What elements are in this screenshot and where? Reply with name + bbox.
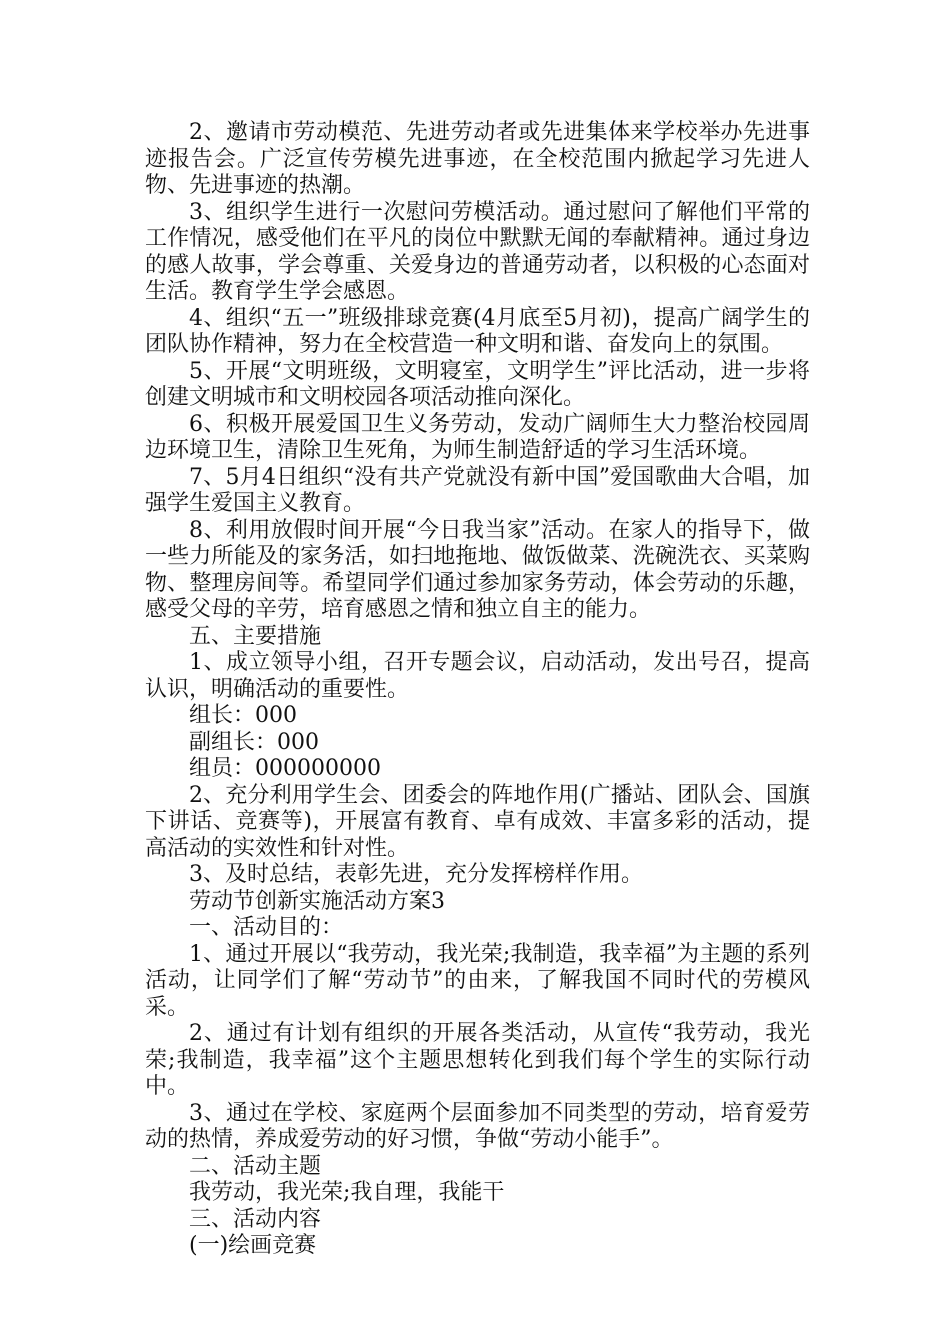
paragraph-sanitation: 6、积极开展爱国卫生义务劳动，发动广阔师生大力整治校园周边环境卫生，清除卫生死角，为师生制造舒适的学习生活环境。 <box>145 411 810 463</box>
subheading-drawing-contest: (一)绘画竞赛 <box>189 1233 317 1258</box>
leader-line: 组长：000 <box>189 703 297 728</box>
paragraph-chorus: 7、5月4日组织“没有共产党就没有新中国”爱国歌曲大合唱，加强学生爱国主义教育。 <box>145 464 810 516</box>
paragraph-volleyball: 4、组织“五一”班级排球竞赛(4月底至5月初)，提高广阔学生的团队协作精神，努力在全校营造一种文明和谐、奋发向上的氛围。 <box>145 305 810 357</box>
members-line: 组员：000000000 <box>189 756 381 781</box>
paragraph-purpose-1: 1、通过开展以“我劳动，我光荣;我制造，我幸福”为主题的系列活动，让同学们了解“劳动节”的由来，了解我国不同时代的劳模风采。 <box>145 941 810 1020</box>
paragraph-housework: 8、利用放假时间开展“今日我当家”活动。在家人的指导下，做一些力所能及的家务活，如扫地拖地、做饭做菜、洗碗洗衣、买菜购物、整理房间等。希望同学们通过参加家务劳动，体会劳动的乐趣，感受父母的辛劳，培育感恩之情和独立自主的能力。 <box>145 517 810 622</box>
heading-activity-purpose: 一、活动目的： <box>189 915 344 940</box>
paragraph-purpose-3: 3、通过在学校、家庭两个层面参加不同类型的劳动，培育爱劳动的热情，养成爱劳动的好习惯，争做“劳动小能手”。 <box>145 1100 810 1152</box>
paragraph-civilized-appraisal: 5、开展“文明班级，文明寝室，文明学生”评比活动，进一步将创建文明城市和文明校园各项活动推向深化。 <box>145 358 810 410</box>
paragraph-invite-models: 2、邀请市劳动模范、先进劳动者或先进集体来学校举办先进事迹报告会。广泛宣传劳模先进事迹，在全校范围内掀起学习先进人物、先进事迹的热潮。 <box>145 120 810 198</box>
paragraph-summary: 3、及时总结，表彰先进，充分发挥榜样作用。 <box>189 862 643 887</box>
heading-main-measures: 五、主要措施 <box>189 623 322 649</box>
section-title-plan-3: 劳动节创新实施活动方案3 <box>189 888 445 914</box>
paragraph-purpose-2: 2、通过有计划有组织的开展各类活动，从宣传“我劳动，我光荣;我制造，我幸福”这个主题思想转化到我们每个学生的实际行动中。 <box>145 1021 810 1099</box>
paragraph-leading-group: 1、成立领导小组，召开专题会议，启动活动，发出号召，提高认识，明确活动的重要性。 <box>145 650 810 702</box>
heading-activity-content: 三、活动内容 <box>189 1206 322 1232</box>
deputy-leader-line: 副组长：000 <box>189 729 319 755</box>
activity-theme-text: 我劳动，我光荣;我自理，我能干 <box>189 1180 505 1205</box>
paragraph-student-union: 2、充分利用学生会、团委会的阵地作用(广播站、团队会、国旗下讲话、竞赛等)，开展富有教育、卓有成效、丰富多彩的活动，提高活动的实效性和针对性。 <box>145 782 810 861</box>
paragraph-visit-models: 3、组织学生进行一次慰问劳模活动。通过慰问了解他们平常的工作情况，感受他们在平凡的岗位中默默无闻的奉献精神。通过身边的感人故事，学会尊重、关爱身边的普通劳动者，以积极的心态面对生活。教育学生学会感恩。 <box>145 199 810 304</box>
heading-activity-theme: 二、活动主题 <box>189 1153 322 1179</box>
document-body <box>145 120 810 1260</box>
